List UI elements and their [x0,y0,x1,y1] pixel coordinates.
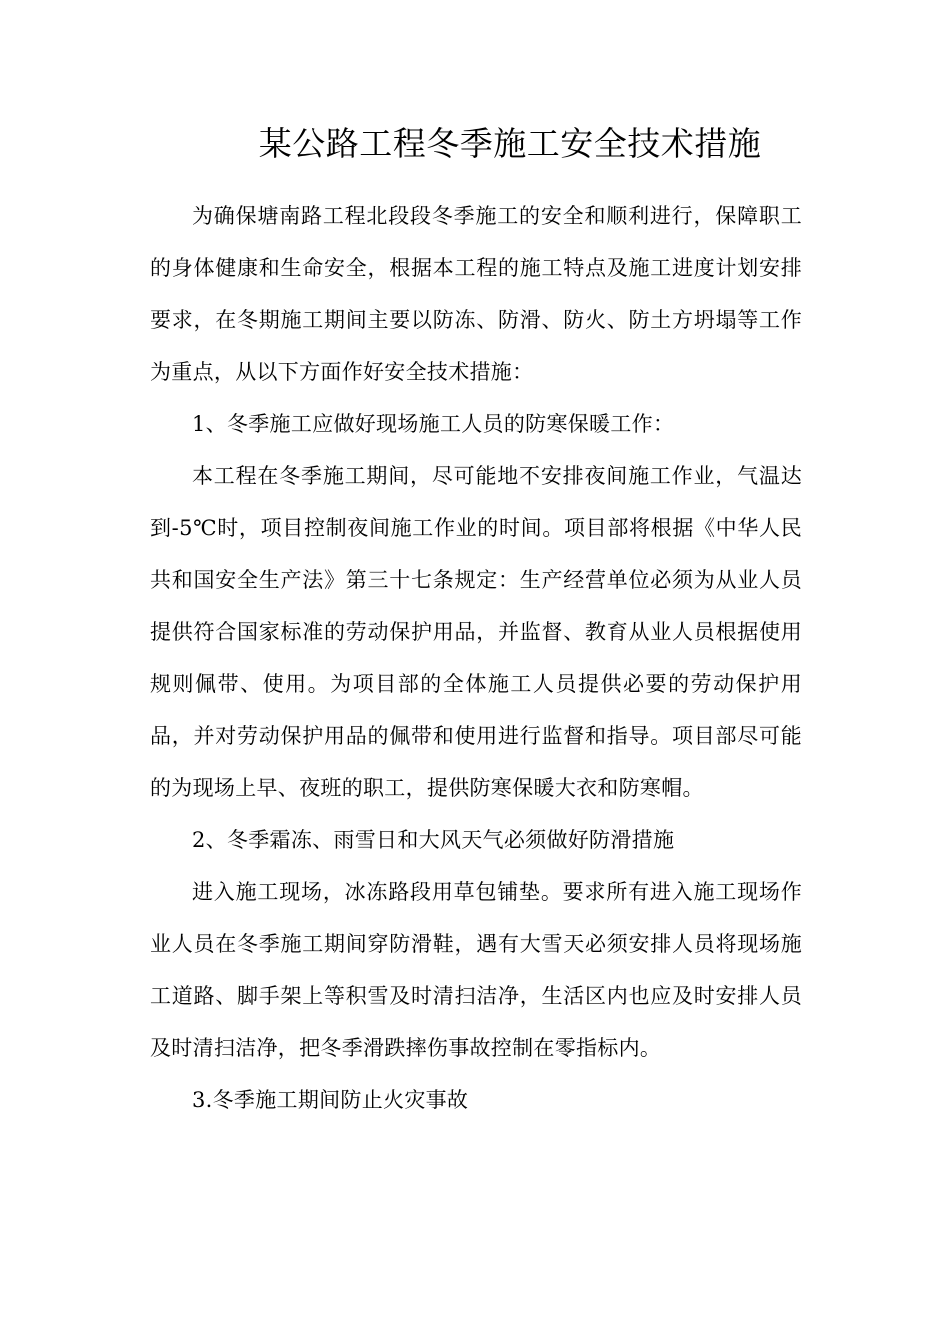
section-heading-2: 2、冬季霜冻、雨雪日和大风天气必须做好防滑措施 [192,828,675,852]
document-title: 某公路工程冬季施工安全技术措施 [258,124,762,163]
paragraph-section-2: 进入施工现场，冰冻路段用草包铺垫。要求所有进入施工现场作业人员在冬季施工期间穿防滑鞋，遇有大雪天必须安排人员将现场施工道路、脚手架上等积雪及时清扫洁净，生活区内也应及时安排人员及时清扫洁净，把冬季滑跌摔伤事故控制在零指标内。 [150,880,802,1060]
section-heading-3: 3.冬季施工期间防止火灾事故 [192,1088,469,1112]
paragraph-intro: 为确保塘南路工程北段段冬季施工的安全和顺利进行，保障职工的身体健康和生命安全，根据本工程的施工特点及施工进度计划安排要求，在冬期施工期间主要以防冻、防滑、防火、防土方坍塌等工作为重点，从以下方面作好安全技术措施： [150,204,802,384]
paragraph-section-1: 本工程在冬季施工期间，尽可能地不安排夜间施工作业，气温达到-5℃时，项目控制夜间施工作业的时间。项目部将根据《中华人民共和国安全生产法》第三十七条规定：生产经营单位必须为从业人员提供符合国家标准的劳动保护用品，并监督、教育从业人员根据使用规则佩带、使用。为项目部的全体施工人员提供必要的劳动保护用品，并对劳动保护用品的佩带和使用进行监督和指导。项目部尽可能的为现场上早、夜班的职工，提供防寒保暖大衣和防寒帽。 [150,464,802,800]
section-heading-1: 1、冬季施工应做好现场施工人员的防寒保暖工作： [192,412,675,436]
document-body [150,190,802,1126]
